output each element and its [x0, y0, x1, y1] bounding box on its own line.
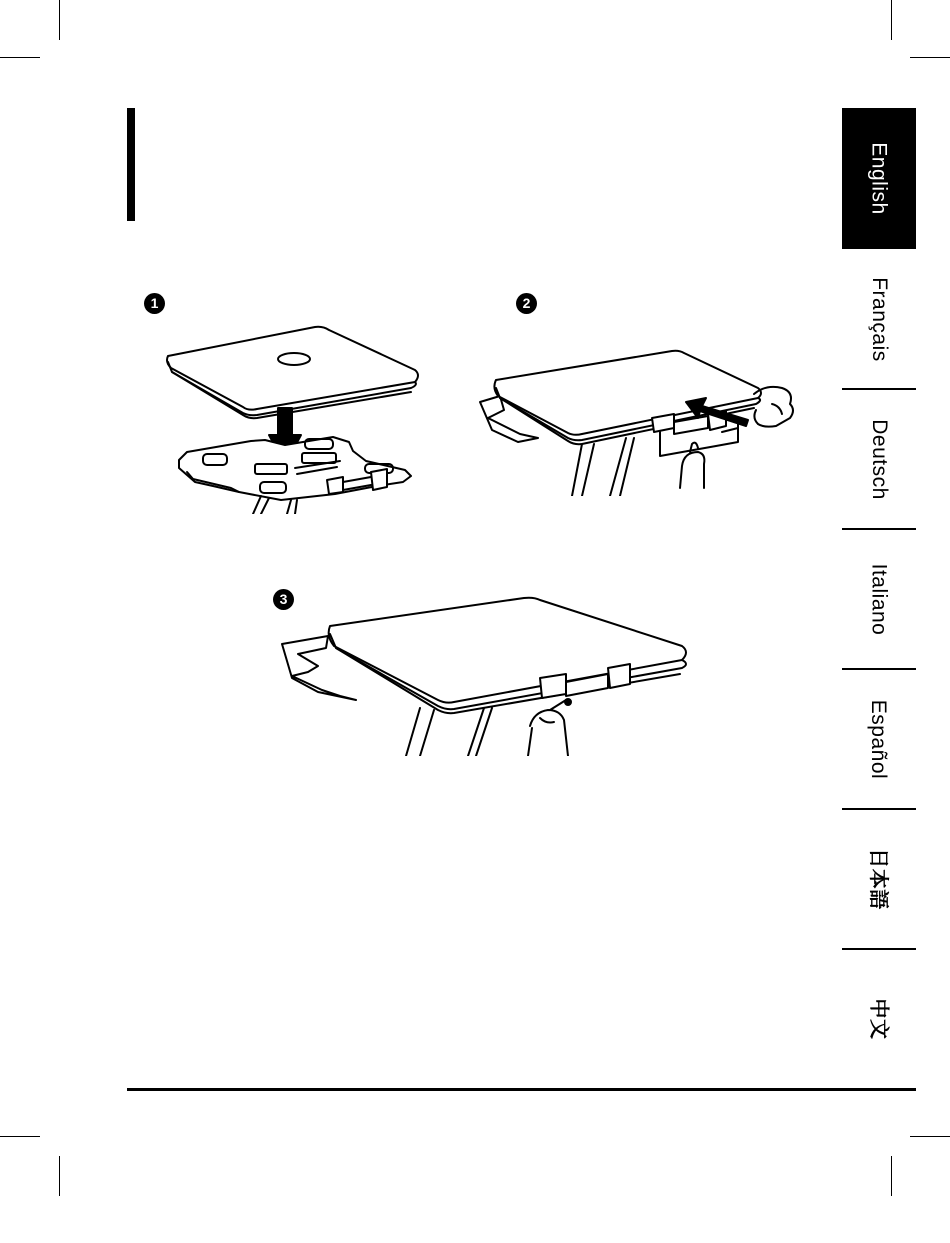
laptop-secured-with-screw-icon [278, 596, 698, 756]
crop-mark [0, 57, 40, 58]
laptop-sliding-into-clip-icon [476, 348, 816, 496]
language-tab-label: 中文 [867, 998, 891, 1040]
language-tab-label: Français [867, 276, 891, 362]
language-tab-japanese[interactable] [842, 810, 916, 948]
crop-mark [59, 0, 60, 40]
language-tab-label: English [867, 142, 891, 215]
language-tab-chinese[interactable] [842, 950, 916, 1088]
language-tab-label: Italiano [867, 563, 891, 635]
crop-mark [910, 1136, 950, 1137]
crop-mark [59, 1156, 60, 1196]
illustration-step-1 [165, 322, 425, 514]
language-tab-deutsch[interactable] [842, 390, 916, 528]
language-tab-label: Español [867, 699, 891, 779]
section-marker-bar [127, 108, 135, 221]
language-tab-label: 日本語 [867, 848, 891, 910]
crop-mark [910, 57, 950, 58]
illustration-step-3 [278, 596, 698, 756]
step-number-badge: 3 [273, 589, 294, 610]
crop-mark [891, 1156, 892, 1196]
bottom-rule [127, 1088, 916, 1091]
step-number-badge: 2 [516, 293, 537, 314]
language-tab-italiano[interactable] [842, 530, 916, 668]
laptop-placed-on-stand-icon [165, 322, 425, 514]
crop-mark [0, 1136, 40, 1137]
step-number-badge: 1 [144, 293, 165, 314]
illustration-step-2 [476, 348, 816, 496]
language-tab-francais[interactable] [842, 249, 916, 389]
language-tab-label: Deutsch [867, 418, 891, 500]
crop-mark [891, 0, 892, 40]
language-tab-espanol[interactable] [842, 670, 916, 808]
language-tab-english[interactable] [842, 108, 916, 249]
